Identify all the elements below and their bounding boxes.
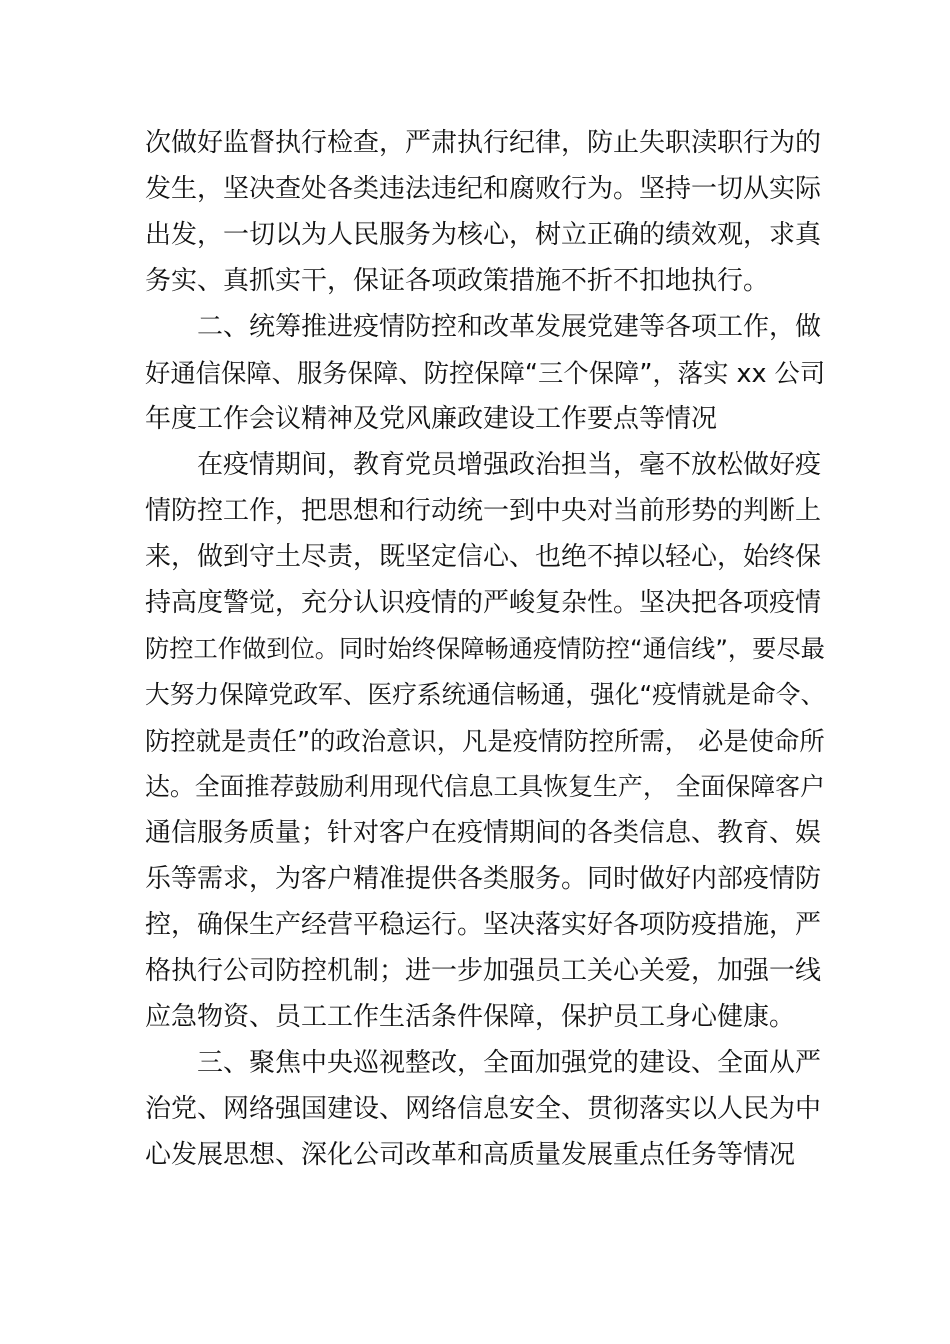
- text-line: 防控就是责任”的政治意识，凡是疫情防控所需， 必是使命所: [145, 726, 825, 756]
- section-heading-line: 三、聚焦中央巡视整改，全面加强党的建设、全面从严: [197, 1048, 822, 1078]
- section-heading-line: 二、统筹推进疫情防控和改革发展党建等各项工作，做: [197, 312, 822, 342]
- text-line: 情防控工作，把思想和行动统一到中央对当前形势的判断上: [145, 496, 822, 526]
- text-line: 控，确保生产经营平稳运行。坚决落实好各项防疫措施，严: [145, 910, 822, 940]
- text-line: 乐等需求，为客户精准提供各类服务。同时做好内部疫情防: [145, 864, 822, 894]
- text-line: 达。全面推荐鼓励利用现代信息工具恢复生产， 全面保障客户: [145, 772, 825, 801]
- text-line: 防控工作做到位。同时始终保障畅通疫情防控“通信线”，要尽最: [145, 634, 825, 663]
- text-line: 次做好监督执行检查，严肃执行纪律，防止失职渎职行为的: [145, 128, 822, 158]
- text-line: 务实、真抓实干，保证各项政策措施不折不扣地执行。: [145, 266, 770, 296]
- text-line: 来，做到守土尽责，既坚定信心、也绝不掉以轻心，始终保: [145, 542, 822, 572]
- text-line: 通信服务质量；针对客户在疫情期间的各类信息、教育、娱: [145, 818, 822, 848]
- text-line: 格执行公司防控机制；进一步加强员工关心关爱，加强一线: [145, 956, 822, 986]
- text-line: 持高度警觉，充分认识疫情的严峻复杂性。坚决把各项疫情: [145, 588, 822, 618]
- section-heading-line: 年度工作会议精神及党风廉政建设工作要点等情况: [145, 404, 718, 434]
- section-heading-line: 心发展思想、深化公司改革和高质量发展重点任务等情况: [145, 1140, 796, 1170]
- text-line: 发生，坚决查处各类违法违纪和腐败行为。坚持一切从实际: [145, 174, 822, 204]
- section-heading-line: 好通信保障、服务保障、防控保障“三个保障”，落实 xx 公司: [145, 358, 826, 388]
- document-body: [145, 120, 825, 1178]
- text-line: 应急物资、员工工作生活条件保障，保护员工身心健康。: [145, 1002, 796, 1032]
- text-line: 出发，一切以为人民服务为核心，树立正确的绩效观，求真: [145, 220, 822, 250]
- text-line: 在疫情期间，教育党员增强政治担当，毫不放松做好疫: [197, 450, 822, 480]
- text-line: 大努力保障党政军、医疗系统通信畅通，强化“疫情就是命令、: [145, 680, 826, 709]
- section-heading-line: 治党、网络强国建设、网络信息安全、贯彻落实以人民为中: [145, 1094, 822, 1124]
